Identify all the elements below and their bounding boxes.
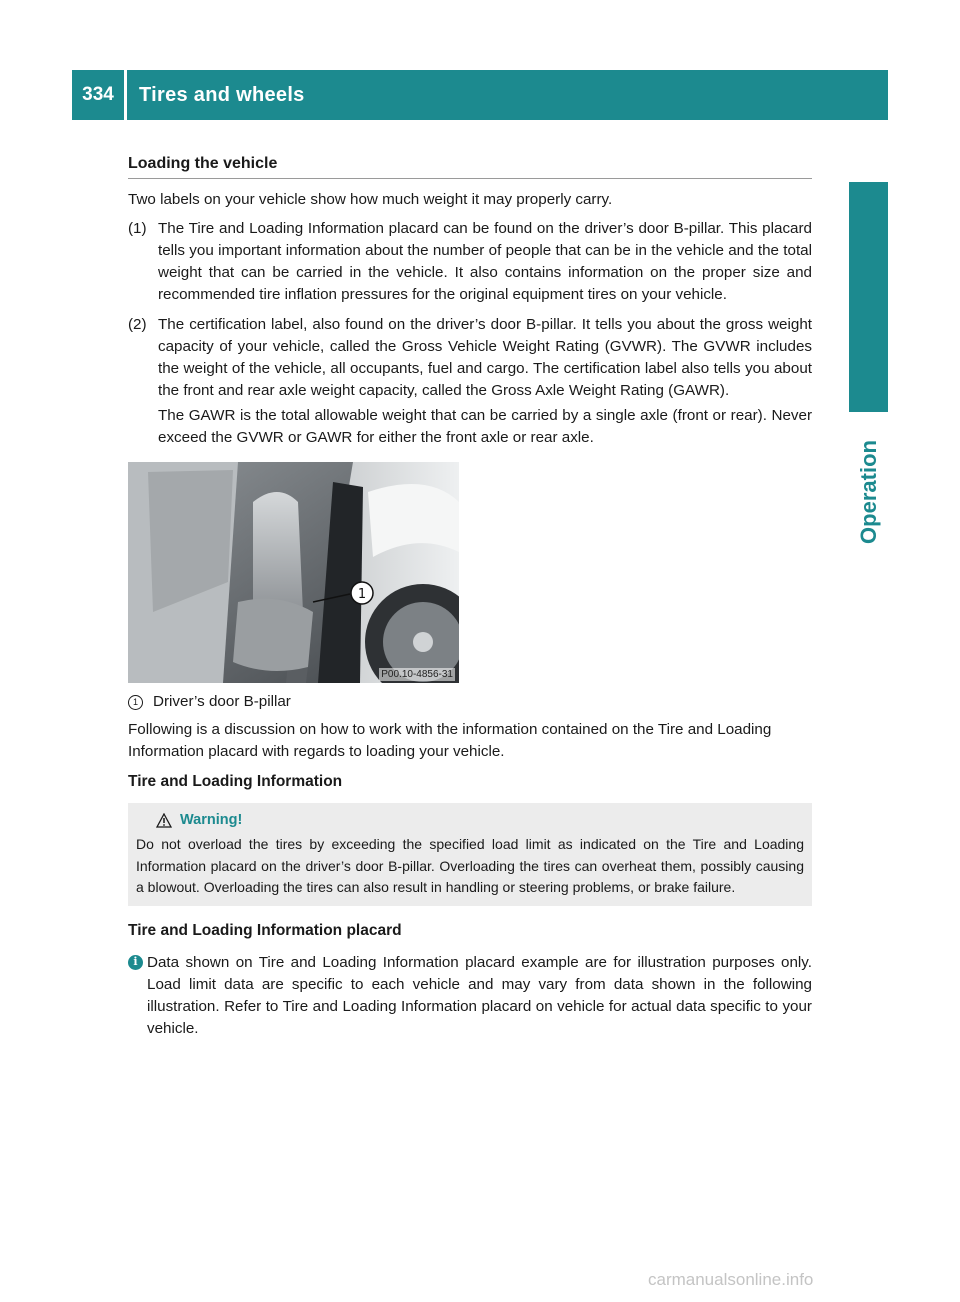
side-label-text: Operation [855, 440, 881, 544]
list-body [158, 218, 812, 309]
info-icon: i [128, 955, 143, 970]
figure-code: P00.10-4856-31 [381, 669, 453, 680]
warning-title: Warning! [180, 812, 243, 828]
watermark: carmanualsonline.info [648, 1270, 814, 1289]
info-note [128, 952, 812, 1040]
discussion-paragraph: Following is a discussion on how to work with the information contained on the Tire and Loading Information placard with regards to loading your vehicle. [128, 721, 772, 760]
warning-triangle-icon [156, 813, 172, 828]
warning-text: Do not overload the tires by exceeding the specified load limit as indicated on the Tire and Loading Information placard on the driver’s door B-pillar. Overloading the tires can overheat them, possibly causing a blowout. Overloading the tires can also result in handling or steering problems, or brake failure. [136, 836, 804, 895]
list-body [158, 314, 812, 452]
intro-paragraph: Two labels on your vehicle show how much weight it may properly carry. [128, 191, 613, 208]
caption-text: Driver’s door B-pillar [153, 693, 291, 710]
page-number: 334 [72, 70, 127, 120]
section-heading: Loading the vehicle [128, 153, 812, 179]
figure-callout-1: 1 [357, 587, 367, 602]
caption-marker: 1 [128, 695, 143, 710]
side-tab [849, 182, 888, 412]
list-item-1 [128, 218, 812, 309]
list-item-2 [128, 314, 812, 452]
side-label [849, 422, 888, 562]
subheading-placard: Tire and Loading Information placard [128, 921, 402, 939]
b-pillar-illustration [128, 462, 459, 683]
list-paragraph: The GAWR is the total allowable weight that can be carried by a single axle (front or rear). Never exceed the GVWR or GAWR for either the front axle or rear axle. [158, 407, 812, 446]
list-marker: (2) [128, 316, 147, 333]
warning-box [128, 803, 812, 906]
page-header [72, 70, 888, 120]
list-paragraph: The Tire and Loading Information placard can be found on the driver’s door B-pillar. This placard tells you important information about the number of people that can be in the vehicle and the total weight that can be carried in the vehicle. It also contains information on the proper size and recommended tire inflation pressures for the original equipment tires on your vehicle. [158, 220, 812, 303]
subheading-tire-loading: Tire and Loading Information [128, 773, 343, 790]
list-paragraph: The certification label, also found on the driver’s door B-pillar. It tells you about the gross weight capacity of your vehicle, called the Gross Vehicle Weight Rating (GVWR). The GVWR includes the weight of the vehicle, all occupants, fuel and cargo. The certification label also tells you about the front and rear axle weight capacity, called the Gross Axle Weight Rating (GAWR). [158, 316, 812, 399]
list-marker: (1) [128, 220, 147, 237]
car-interior-drawing [128, 462, 459, 683]
warning-header [136, 809, 804, 831]
info-text: Data shown on Tire and Loading Information placard example are for illustration purposes only. Load limit data are specific to each vehicle and may vary from data shown in the following illustration. Refer to Tire and Loading Information placard on vehicle for actual data specific to your vehicle. [147, 953, 812, 1037]
chapter-title: Tires and wheels [139, 83, 305, 106]
page-content [128, 153, 812, 1040]
figure-caption [128, 691, 812, 713]
